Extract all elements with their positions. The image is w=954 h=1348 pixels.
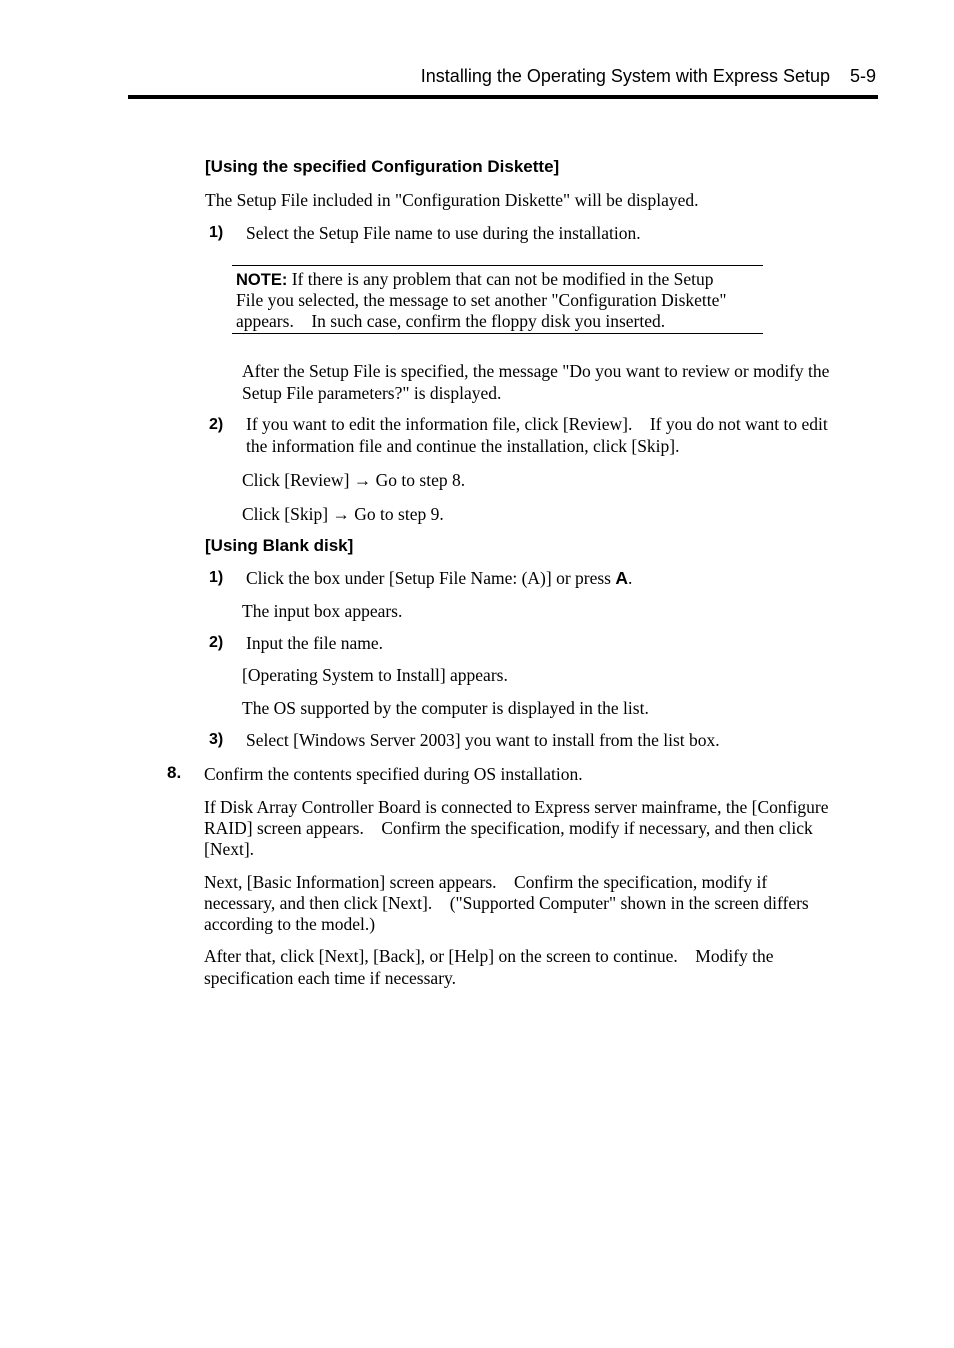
header-rule — [128, 95, 878, 99]
header-title: Installing the Operating System with Express Setup — [420, 66, 830, 86]
skip-instruction: Click [Skip] → Go to step 9. — [242, 504, 444, 524]
step-text: Select the Setup File name to use during the installation. — [246, 223, 641, 243]
step-text-line-2: the information file and continue the installation, click [Skip]. — [246, 436, 680, 456]
note-box — [232, 265, 763, 334]
step-text: Select [Windows Server 2003] you want to install from the list box. — [246, 730, 720, 750]
paragraph-line: RAID] screen appears. Confirm the specification, modify if necessary, and then click — [204, 818, 813, 838]
after-note-line-1: After the Setup File is specified, the message "Do you want to review or modify the — [242, 361, 830, 381]
note-line-3: appears. In such case, confirm the floppy disk you inserted. — [236, 311, 666, 331]
step-number: 2) — [209, 416, 224, 433]
main-step-text: Confirm the contents specified during OS installation. — [204, 764, 583, 784]
step-number: 1) — [209, 224, 224, 241]
step-result: [Operating System to Install] appears. — [242, 665, 508, 685]
note-label: NOTE: — [236, 271, 288, 289]
step-text — [246, 568, 632, 589]
paragraph-line: After that, click [Next], [Back], or [Help] on the screen to continue. Modify the — [204, 946, 774, 966]
step-number: 3) — [209, 731, 224, 748]
paragraph-line: If Disk Array Controller Board is connected to Express server mainframe, the [Configure — [204, 797, 829, 817]
paragraph-line: according to the model.) — [204, 914, 376, 934]
intro-text: The Setup File included in "Configuration Diskette" will be displayed. — [205, 190, 699, 210]
main-step-number: 8. — [167, 763, 182, 782]
step-text-line-1: If you want to edit the information file, click [Review]. If you do not want to edit — [246, 414, 828, 434]
review-instruction: Click [Review] → Go to step 8. — [242, 470, 466, 490]
step-text-main: Click the box under [Setup File Name: (A)] or press — [246, 568, 616, 588]
paragraph-line: necessary, and then click [Next]. ("Supported Computer" shown in the screen differs — [204, 893, 809, 913]
after-note-line-2: Setup File parameters?" is displayed. — [242, 383, 502, 403]
page-header — [128, 64, 878, 88]
step-number: 1) — [209, 569, 224, 586]
paragraph-line: [Next]. — [204, 839, 255, 859]
step-text-end: . — [628, 568, 633, 588]
paragraph-line: specification each time if necessary. — [204, 968, 457, 988]
step-text: Input the file name. — [246, 633, 384, 653]
step-number: 2) — [209, 634, 224, 651]
note-line-1: If there is any problem that can not be modified in the Setup — [291, 269, 714, 289]
step-result: The OS supported by the computer is displayed in the list. — [242, 698, 649, 718]
step-result: The input box appears. — [242, 601, 403, 621]
key-a: A — [615, 568, 629, 588]
note-line-2: File you selected, the message to set another "Configuration Diskette" — [236, 290, 727, 310]
page-number: 5-9 — [849, 66, 876, 86]
section-heading-blank-disk: [Using Blank disk] — [205, 536, 354, 555]
section-heading-config-diskette: [Using the specified Configuration Diskette] — [205, 157, 560, 176]
paragraph-line: Next, [Basic Information] screen appears. Confirm the specification, modify if — [204, 872, 768, 892]
